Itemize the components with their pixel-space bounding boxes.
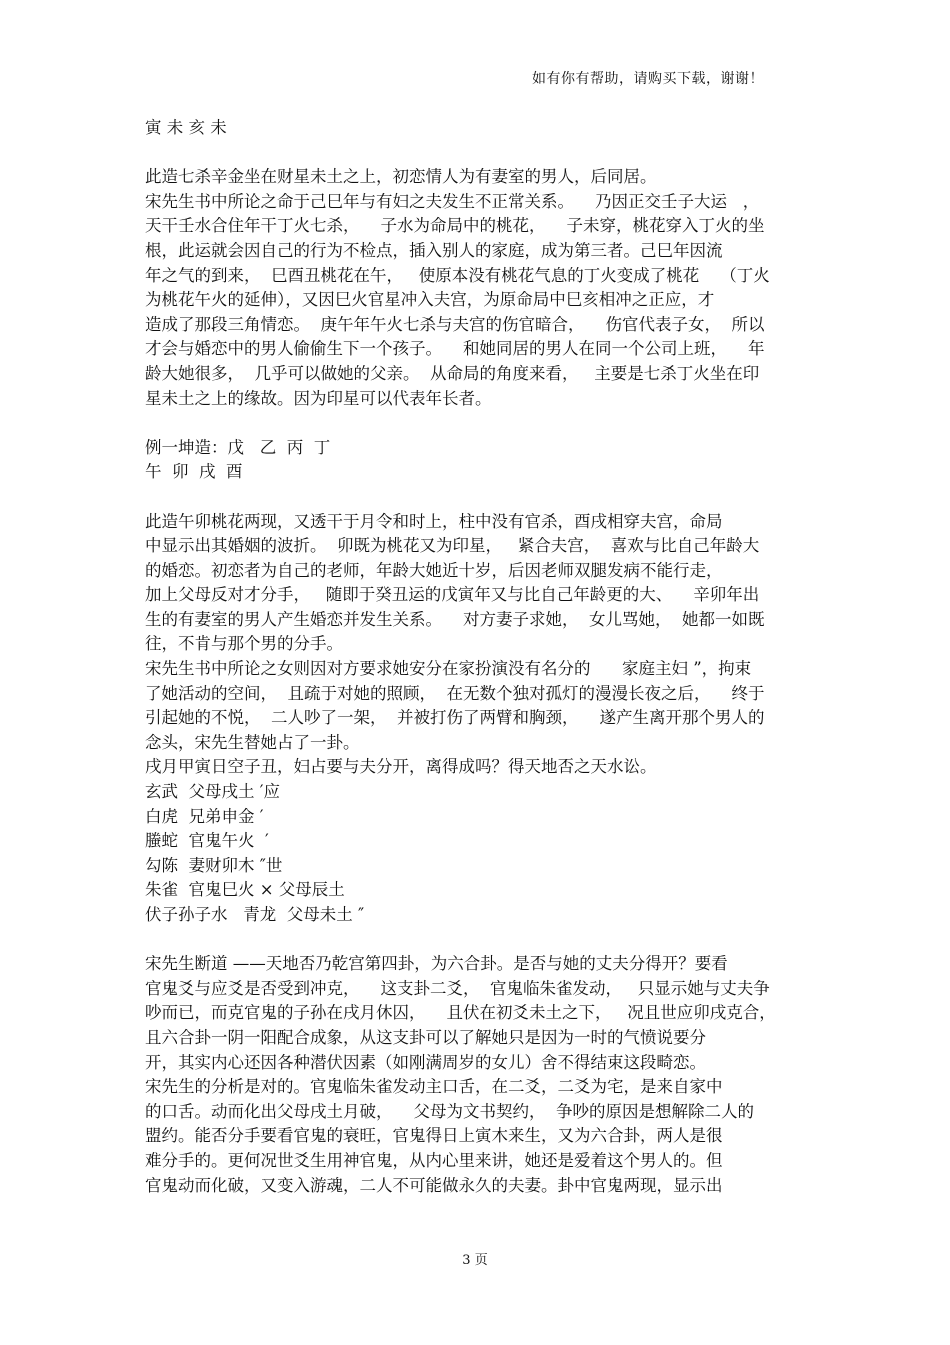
paragraph [145, 165, 815, 411]
text-line: 午 卯 戌 酉 [145, 462, 243, 482]
text-line: 中显示出其婚姻的波折。 卯既为桃花又为印星， 紧合夫宫， 喜欢与比自己年龄大 [145, 536, 760, 556]
text-line: 造成了那段三角情恋。 庚午年午火七杀与夫宫的伤官暗合， 伤官代表子女， 所以 [145, 314, 765, 334]
text-line: 念头，宋先生替她占了一卦。 [145, 732, 360, 752]
paragraph-gap [145, 141, 815, 166]
text-line: 官鬼爻与应爻是否受到冲克， 这支卦二爻， 官鬼临朱雀发动， 只显示她与丈夫争 [145, 978, 770, 998]
text-line: 生的有妻室的男人产生婚恋并发生关系。 对方妻子求她， 女儿骂她， 她都一如既 [145, 609, 765, 629]
text-line: 例一坤造：戊 乙 丙 丁 [145, 437, 331, 457]
text-line: 宋先生书中所论之命于己巳年与有妇之夫发生不正常关系。 乃因正交壬子大运 ， [145, 191, 760, 211]
text-line: 才会与婚恋中的男人偷偷生下一个孩子。 和她同居的男人在同一个公司上班， 年 [145, 339, 765, 359]
text-line: 吵而已，而克官鬼的子孙在戌月休囚， 且伏在初爻未土之下， 况且世应卯戌克合， [145, 1003, 776, 1023]
text-line: 盟约。能否分手要看官鬼的衰旺，官鬼得日上寅木来生，又为六合卦，两人是很 [145, 1126, 723, 1146]
text-line: 官鬼动而化破，又变入游魂，二人不可能做永久的夫妻。卦中官鬼两现，显示出 [145, 1175, 723, 1195]
text-line: 此造七杀辛金坐在财星未土之上，初恋情人为有妻室的男人，后同居。 [145, 167, 657, 187]
text-line: 宋先生断道 ——天地否乃乾宫第四卦，为六合卦。是否与她的丈夫分得开？要看 [145, 954, 728, 974]
text-line: 龄大她很多， 几乎可以做她的父亲。 从命局的角度来看， 主要是七杀丁火坐在印 [145, 363, 760, 383]
text-line: 了她活动的空间， 且疏于对她的照顾， 在无数个独对孤灯的漫漫长夜之后， 终于 [145, 683, 765, 703]
text-line: 星未土之上的缘故。因为印星可以代表年长者。 [145, 388, 492, 408]
text-line: 玄武 父母戌土 ′应 [145, 782, 280, 802]
text-line: 且六合卦一阴一阳配合成象，从这支卦可以了解她只是因为一时的气愤说要分 [145, 1027, 706, 1047]
text-line: 戌月甲寅日空子丑，妇占要与夫分开，离得成吗？得天地否之天水讼。 [145, 757, 657, 777]
text-line: 往，不肯与那个男的分手。 [145, 634, 343, 654]
text-line: 天干壬水合住年干丁火七杀， 子水为命局中的桃花， 子未穿，桃花穿入丁火的坐 [145, 216, 765, 236]
paragraph [145, 952, 815, 1198]
paragraph [145, 510, 815, 928]
header-note: 如有你有帮助，请购买下载，谢谢！ [532, 71, 764, 87]
paragraph [145, 436, 815, 485]
text-line: 此造午卯桃花两现，又透干于月令和时上，柱中没有官杀，酉戌相穿夫宫，命局 [145, 511, 723, 531]
text-line: 难分手的。更何况世爻生用神官鬼，从内心里来讲，她还是爱着这个男人的。但 [145, 1150, 723, 1170]
text-line: 白虎 兄弟申金 ′ [145, 806, 264, 826]
paragraph-gap [145, 411, 815, 436]
text-line: 勾陈 妻财卯木 ″世 [145, 855, 283, 875]
text-line: 为桃花午火的延伸），又因巳火官星冲入夫宫，为原命局中巳亥相冲之正应，才 [145, 290, 715, 310]
document-body [145, 116, 815, 1198]
text-line: 加上父母反对才分手， 随即于癸丑运的戊寅年又与比自己年龄更的大、 辛卯年出 [145, 585, 760, 605]
text-line: 的口舌。动而化出父母戌土月破， 父母为文书契约， 争吵的原因是想解除二人的 [145, 1101, 754, 1121]
text-line: 的婚恋。初恋者为自己的老师，年龄大她近十岁，后因老师双腿发病不能行走， [145, 560, 723, 580]
text-line: 宋先生的分析是对的。官鬼临朱雀发动主口舌，在二爻，二爻为宅，是来自家中 [145, 1077, 723, 1097]
text-line: 开，其实内心还因各种潜伏因素（如刚满周岁的女儿）舍不得结束这段畸恋。 [145, 1052, 706, 1072]
text-line: 朱雀 官鬼巳火 × 父母辰土 [145, 880, 345, 900]
text-line: 引起她的不悦， 二人吵了一架， 并被打伤了两臂和胸颈， 遂产生离开那个男人的 [145, 708, 765, 728]
text-line: 伏子孙子水 青龙 父母未土 ″ [145, 905, 365, 924]
paragraph-gap [145, 485, 815, 510]
text-line: 寅 未 亥 未 [145, 118, 227, 137]
paragraph-gap [145, 928, 815, 953]
page-number: 3 页 [462, 1253, 488, 1268]
paragraph [145, 116, 815, 141]
text-line: 根，此运就会因自己的行为不检点，插入别人的家庭，成为第三者。己巳年因流 [145, 240, 723, 260]
text-line: 年之气的到来， 巳酉丑桃花在午， 使原本没有桃花气息的丁火变成了桃花 （丁火 [145, 265, 770, 285]
text-line: 宋先生书中所论之女则因对方要求她安分在家扮演没有名分的 家庭主妇 ”，拘束 [145, 659, 752, 679]
text-line: 螣蛇 官鬼午火 ′ [145, 831, 269, 851]
